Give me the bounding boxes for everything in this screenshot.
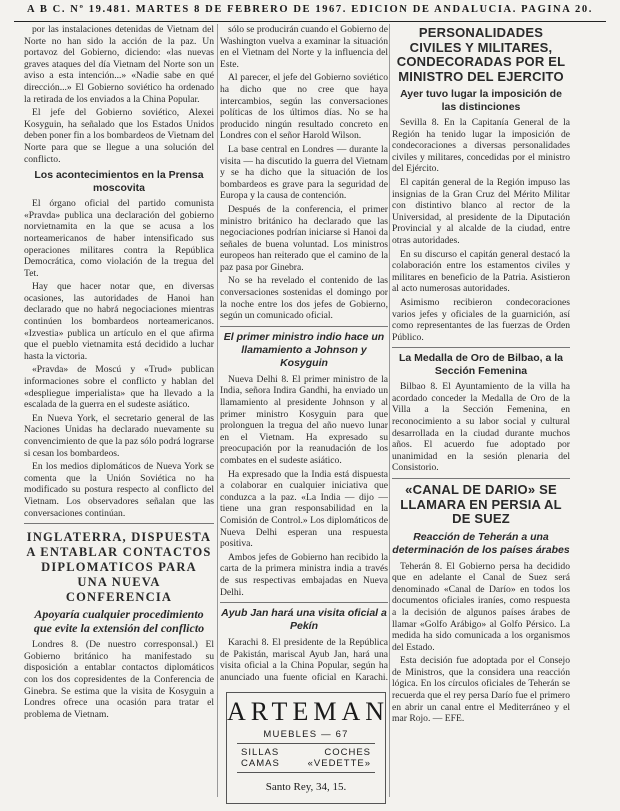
ad-rule	[237, 772, 375, 773]
ad-item: SILLAS	[241, 747, 280, 758]
paragraph: Karachi 8. El presidente de la República de Pakistán, mariscal Ayub Jan, hará una visita oficial a la China Popular, según ha anunciado una fuente oficial en Karachi.	[220, 637, 388, 683]
paragraph: por las instalaciones detenidas de Vietnam del Norte no han sido la acción de la paz. Un portavoz del Gobierno, diciendo: «las nuevas graves ataques del día Vietnam del Norte son un aviso a esta intención...» «Nadie sabe en qué dirección...» El Gobierno soviético ha ordenado la retirada de los enviados a la China Popular.	[24, 24, 214, 105]
paragraph: Después de la conferencia, el primer ministro británico ha declarado que las negociaciones podrían iniciarse si Hanoi da señales de buena voluntad. Los ministros europeos han reiterado que el camino de la paz pasa por Ginebra.	[220, 203, 388, 273]
headline-prensa-moscovita: Los acontecimientos en la Prensa moscovita	[34, 169, 204, 195]
paragraph: No se ha revelado el contenido de las conversaciones sostenidas el domingo por la noche entre los dos jefes de Gobierno, según un comunicado oficial.	[220, 275, 388, 322]
headline-medalla-bilbao: La Medalla de Oro de Bilbao, a la Sección Femenina	[399, 352, 563, 378]
ad-line: MUEBLES — 67	[263, 729, 349, 740]
paragraph: En Nueva York, el secretario general de las Naciones Unidas ha declarado nuevamente su convencimiento de que la paz sólo podrá lograrse si cesan los bombardeos.	[24, 412, 214, 459]
ad-row	[227, 747, 385, 758]
paragraph: Ambos jefes de Gobierno han recibido la carta de la primera ministra india a través de sus respectivas embajadas en Nueva Delhi.	[220, 551, 388, 598]
ad-title: ARTEMAN	[227, 697, 389, 726]
ad-item: COCHES	[324, 747, 371, 758]
separator	[220, 602, 388, 603]
paragraph: Al parecer, el jefe del Gobierno soviético ha dicho que no cree que haya intercambios, según las conversaciones políticas de los últimos días. No se ha producido ningún resultado concreto en Londres con el señor Harold Wilson.	[220, 72, 388, 142]
ad-item: «VEDETTE»	[307, 758, 371, 769]
column-divider	[389, 24, 390, 797]
paragraph: En los medios diplomáticos de Nueva York se comenta que la Unión Soviética no ha modificado su postura respecto al conflicto del Vietnam. Los observadores señalan que las conversaciones continúan.	[24, 461, 214, 519]
paragraph: El jefe del Gobierno soviético, Alexei Kosyguin, ha señalado que los Estados Unidos deben poner fin a los bombardeos de Vietnam del Norte para que se llegue a una solución del conflicto.	[24, 107, 214, 165]
headline-primer-ministro-indio: El primer ministro indio hace un llamamiento a Johnson y Kosyguin	[223, 330, 385, 369]
headline-inglaterra: INGLATERRA, DISPUESTA A ENTABLAR CONTACTOS DIPLOMATICOS PARA UNA NUEVA CONFERENCIA	[26, 530, 212, 605]
paragraph: sólo se producirán cuando el Gobierno de Washington vuelva a examinar la situación en el Vietnam del Norte y la influencia del Este.	[220, 24, 388, 70]
ad-item: CAMAS	[241, 758, 280, 769]
paragraph: La base central en Londres — durante la visita — ha discutido la guerra del Vietnam y se ha dicho que la situación de los bombardeos es grave para la seguridad de Europa y la causa de contención.	[220, 143, 388, 202]
ad-rule	[237, 743, 375, 744]
paragraph: Esta decisión fue adoptada por el Consejo de Ministros, que la considera una reacción lógica. En los círculos oficiales de Teherán se recuerda que el rey persa Darío fue el primero en abrir un canal entre el Mediterráneo y el mar Rojo. — EFE.	[392, 655, 570, 725]
advertisement-arteman	[226, 692, 389, 804]
paragraph: Sevilla 8. En la Capitanía General de la Región ha tenido lugar la imposición de condecoraciones a diversas personalidades civiles y militares, concedidas por el ministro del Ejército.	[392, 117, 570, 175]
subheadline-personalidades: Ayer tuvo lugar la imposición de las distinciones	[400, 88, 562, 113]
separator	[392, 347, 570, 348]
paragraph: En su discurso el capitán general destacó la colaboración entre los estamentos civiles y militares en beneficio de la Patria. Asistieron al acto numerosas autoridades.	[392, 248, 570, 295]
column-center	[220, 24, 388, 685]
masthead-rule	[14, 21, 606, 22]
column-left-body	[24, 24, 214, 720]
ad-address: Santo Rey, 34, 15.	[265, 781, 347, 793]
paragraph: Teherán 8. El Gobierno persa ha decidido que en adelante el Canal de Suez será denominado «Canal de Darío» en todos los documentos oficiales iraníes, como respuesta a la decisión de algunos países árabes de llamar «Golfo Arábigo» al Golfo Pérsico. La medida ha sido comunicada a los organismos del Estado.	[392, 560, 570, 653]
paragraph: Bilbao 8. El Ayuntamiento de la villa ha acordado conceder la Medalla de Oro de la Villa a la Sección Femenina, en reconocimiento a su labor social y cultural desarrollada en la ciudad durante muchos años. El acuerdo fue adoptado por unanimidad en la sesión plenaria del Consistorio.	[392, 381, 570, 474]
headline-canal-dario: «CANAL DE DARIO» SE LLAMARA EN PERSIA AL DE SUEZ	[400, 482, 562, 527]
subheadline-canal-dario: Reacción de Teherán a una determinación de los países árabes	[392, 530, 570, 556]
paragraph: Asimismo recibieron condecoraciones varios jefes y oficiales de la guarnición, así como representantes de las fuerzas de Orden Público.	[392, 296, 570, 343]
paragraph: Ha expresado que la India está dispuesta a colaborar en cualquier iniciativa que conduzca a la paz. «La India — dijo — tiene una gran responsabilidad en la Comisión de Control.» Los diplomáticos de Nueva Delhi esperan una respuesta positiva.	[220, 468, 388, 550]
paragraph: Nueva Delhi 8. El primer ministro de la India, señora Indira Gandhi, ha enviado un llamamiento al presidente Johnson y al primer ministro Kosyguin para que prolonguen la tregua del año nuevo lunar en el Vietnam. Ha expresado su preocupación por la reanudación de los combates en el sudeste asiático.	[220, 373, 388, 466]
column-center-body	[220, 24, 388, 685]
column-right-body	[392, 26, 570, 725]
separator	[24, 523, 214, 524]
paragraph: Londres 8. (De nuestro corresponsal.) El Gobierno británico ha manifestado su disposición a entablar contactos diplomáticos con los dos copresidentes de la Conferencia de Ginebra. Se estima que la visita de Kosyguin a Londres ofrece una ocasión para tratar el problema de Vietnam.	[24, 639, 214, 720]
headline-ayub-jan: Ayub Jan hará una visita oficial a Pekín	[221, 607, 387, 633]
separator	[392, 478, 570, 479]
masthead: A B C. Nº 19.481. MARTES 8 DE FEBRERO DE 1967. EDICION DE ANDALUCIA. PAGINA 20.	[27, 4, 593, 15]
subheadline-inglaterra: Apoyaría cualquier procedimiento que evite la extensión del conflicto	[33, 607, 205, 636]
column-left	[24, 24, 214, 797]
paragraph: «Pravda» de Moscú y «Trud» publican informaciones sobre el conflicto y hablan del «despliegue imperialista» que ha llevado a la escalada de la guerra en el sudeste asiático.	[24, 364, 214, 411]
headline-personalidades: PERSONALIDADES CIVILES Y MILITARES, CONDECORADAS POR EL MINISTRO DEL EJERCITO	[396, 25, 566, 84]
separator	[220, 326, 388, 327]
column-divider	[217, 24, 218, 797]
paragraph: El órgano oficial del partido comunista «Pravda» publica una declaración del gobierno norvietnamita en la que se acusa a los norteamericanos de haber intensificado sus operaciones militares contra la República Democrática, como violación de la tregua del Tet.	[24, 198, 214, 279]
paragraph: El capitán general de la Región impuso las insignias de la Gran Cruz del Mérito Militar con distintivo blanco al rector de la Universidad, al presidente de la Diputación Provincial y al alcalde de la ciudad, entre otras autoridades.	[392, 176, 570, 246]
column-right	[392, 24, 570, 797]
paragraph: Hay que hacer notar que, en diversas ocasiones, las autoridades de Hanoi han declarado que no habrá negociaciones mientras continúen los bombardeos norteamericanos. «Izvestia» publica un artículo en el que afirma que el pueblo vietnamita está decidido a luchar hasta la victoria.	[24, 281, 214, 362]
ad-row	[227, 758, 385, 769]
